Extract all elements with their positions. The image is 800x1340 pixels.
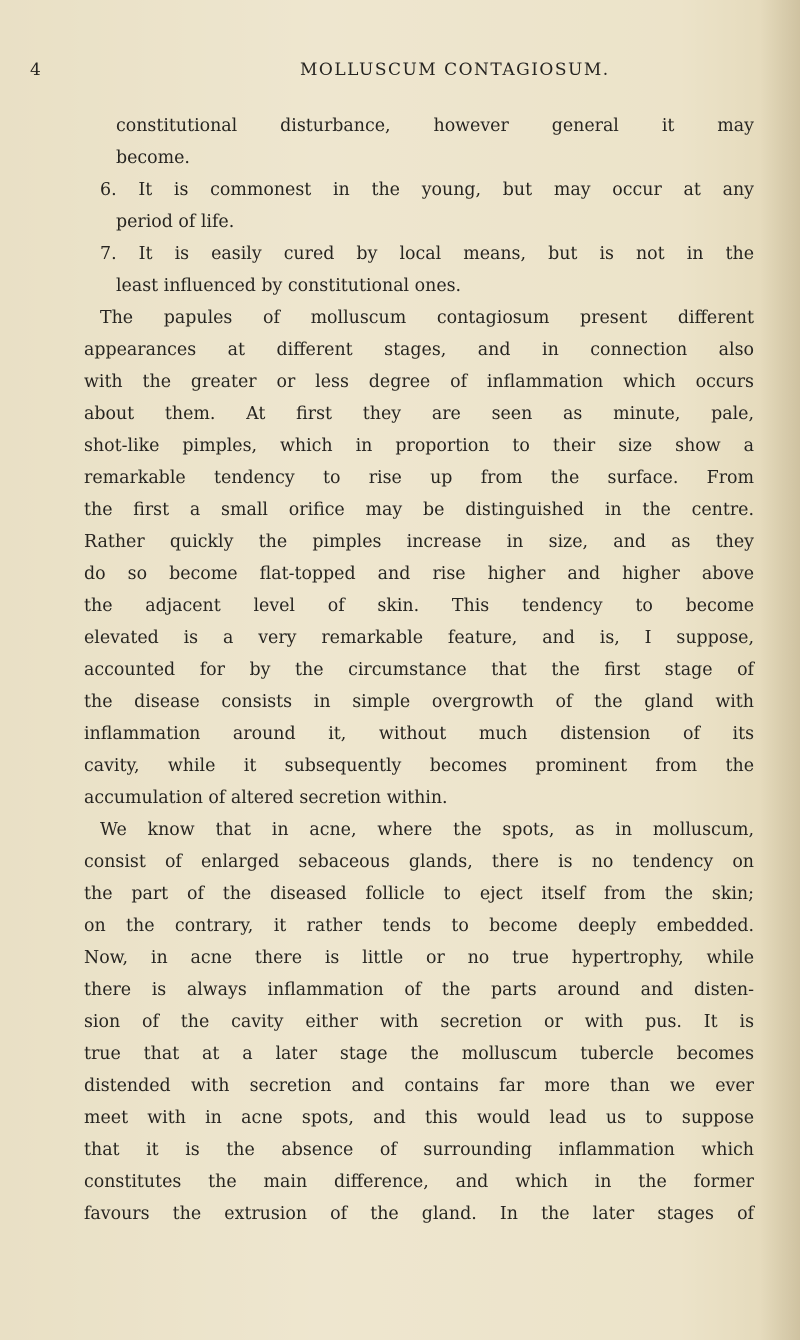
text-line: become. xyxy=(116,148,190,168)
text-line: remarkable tendency to rise up from the surface. From xyxy=(84,468,754,488)
page-number: 4 xyxy=(30,60,42,80)
text-line: on the contrary, it rather tends to become deeply embedded. xyxy=(84,916,754,936)
text-line: the first a small orifice may be distinguished in the centre. xyxy=(84,500,754,520)
text-line: that it is the absence of surrounding inflammation which xyxy=(84,1140,754,1160)
text-line: Rather quickly the pimples increase in size, and as they xyxy=(84,532,754,552)
text-line: meet with in acne spots, and this would lead us to suppose xyxy=(84,1108,754,1128)
page-header xyxy=(0,60,800,90)
text-line: sion of the cavity either with secretion or with pus. It is xyxy=(84,1012,754,1032)
text-line: consist of enlarged sebaceous glands, there is no tendency on xyxy=(84,852,754,872)
text-line: about them. At first they are seen as minute, pale, xyxy=(84,404,754,424)
text-line: the disease consists in simple overgrowth of the gland with xyxy=(84,692,754,712)
text-line: accumulation of altered secretion within. xyxy=(84,788,448,808)
text-line: do so become flat-topped and rise higher and higher above xyxy=(84,564,754,584)
page-edge-shadow xyxy=(760,0,800,1340)
text-line: constitutional disturbance, however general it may xyxy=(116,116,754,136)
text-line: shot-like pimples, which in proportion to their size show a xyxy=(84,436,754,456)
text-line: least influenced by constitutional ones. xyxy=(116,276,462,296)
text-line: elevated is a very remarkable feature, and is, I suppose, xyxy=(84,628,754,648)
text-line: 6. It is commonest in the young, but may occur at any xyxy=(100,180,754,200)
text-line: the adjacent level of skin. This tendency to become xyxy=(84,596,754,616)
text-line: the part of the diseased follicle to eject itself from the skin; xyxy=(84,884,754,904)
text-line: inflammation around it, without much distension of its xyxy=(84,724,754,744)
text-line: The papules of molluscum contagiosum present different xyxy=(100,308,754,328)
running-title: MOLLUSCUM CONTAGIOSUM. xyxy=(300,60,610,80)
text-line: accounted for by the circumstance that the first stage of xyxy=(84,660,754,680)
text-line: period of life. xyxy=(116,212,235,232)
text-line: 7. It is easily cured by local means, but is not in the xyxy=(100,244,754,264)
text-line: with the greater or less degree of inflammation which occurs xyxy=(84,372,754,392)
text-line: favours the extrusion of the gland. In the later stages of xyxy=(84,1204,754,1224)
text-line: appearances at different stages, and in connection also xyxy=(84,340,754,360)
text-line: there is always inflammation of the parts around and disten- xyxy=(84,980,754,1000)
text-line: true that at a later stage the molluscum tubercle becomes xyxy=(84,1044,754,1064)
text-line: Now, in acne there is little or no true hypertrophy, while xyxy=(84,948,754,968)
text-line: distended with secretion and contains far more than we ever xyxy=(84,1076,754,1096)
text-line: We know that in acne, where the spots, as in molluscum, xyxy=(100,820,754,840)
text-line: cavity, while it subsequently becomes prominent from the xyxy=(84,756,754,776)
text-line: constitutes the main difference, and which in the former xyxy=(84,1172,754,1192)
